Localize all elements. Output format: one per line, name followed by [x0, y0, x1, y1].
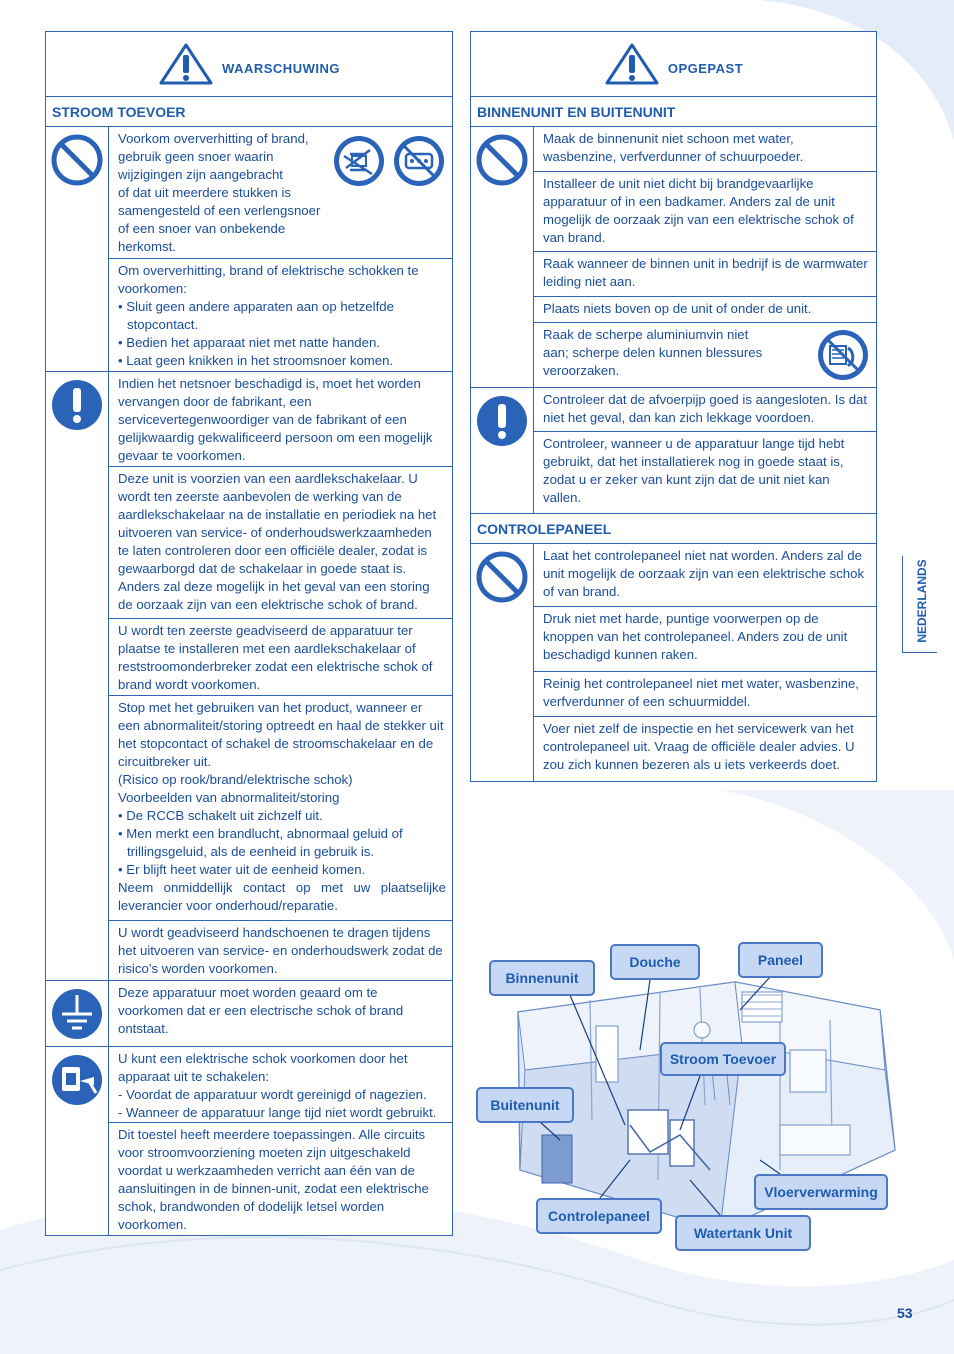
text-line: Neem onmiddellijk contact op met uw plaatselijke leverancier voor onderhoud/reparatie.	[118, 880, 446, 913]
bullet-item: • De RCCB schakelt uit zichzelf uit.	[118, 808, 323, 823]
caution-header	[471, 32, 876, 97]
caution-text-cell: Reinig het controlepaneel niet met water, wasbenzine, verfverdunner of een schuurmiddel.	[534, 672, 876, 717]
text-line: Voorkom oververhitting of brand,	[118, 131, 309, 146]
ground-icon	[50, 987, 104, 1041]
prohibition-icon	[475, 133, 529, 187]
language-tab-label: NEDERLANDS	[915, 559, 929, 643]
prohibition-icon	[50, 133, 104, 187]
label-binnenunit: Binnenunit	[489, 960, 595, 996]
warning-triangle-icon	[158, 42, 214, 86]
warning-group-unplug	[46, 1047, 452, 1235]
section-binnenunit-buitenunit: BINNENUNIT EN BUITENUNIT	[471, 97, 876, 127]
bullet-item: • Sluit geen andere apparaten aan op hetzelfde stopcontact.	[118, 299, 394, 332]
unplug-icon	[50, 1053, 104, 1107]
warning-text-cell	[109, 259, 452, 371]
warning-text-cell: Deze apparatuur moet worden geaard om te voorkomen dat er een electrische schok of brand ontstaat.	[118, 985, 404, 1036]
text-line: of een snoer van onbekende	[118, 221, 286, 236]
warning-text-cell	[109, 1047, 452, 1123]
caution-text-cell	[534, 323, 876, 387]
page-number: 53	[897, 1305, 913, 1321]
caution-text-cell: Voer niet zelf de inspectie en het servicewerk van het controlepaneel uit. Vraag de officiële dealer advies. U zou zich kunnen bezeren als u iets verkeerds doet.	[543, 721, 855, 772]
caution-text-cell: Druk niet met harde, puntige voorwerpen op de knoppen van het controlepaneel. Anders zou de unit beschadigd kunnen raken.	[534, 607, 876, 672]
warning-group-ground	[46, 981, 452, 1047]
text-line: (Risico op rook/brand/elektrische schok)	[118, 772, 353, 787]
text-line: veroorzaken.	[543, 363, 620, 378]
label-buitenunit: Buitenunit	[476, 1087, 574, 1123]
caution-text-cell: Plaats niets boven op de unit of onder de unit.	[534, 297, 876, 323]
prohibition-icon	[475, 550, 529, 604]
caution-text-cell: Controleer dat de afvoerpijp goed is aangesloten. Is dat niet het geval, dan kan zich lekkage voordoen.	[534, 388, 876, 432]
warning-text-cell: U wordt ten zeerste geadviseerd de apparatuur ter plaatse te installeren met een aardlekschakelaar of reststroomonderbreker zodat een elektrische schok of brand wordt voorkomen.	[109, 619, 452, 696]
label-douche: Douche	[610, 944, 700, 980]
text-line: wijzigingen zijn aangebracht	[118, 167, 283, 182]
warning-header	[46, 32, 452, 97]
exclamation-icon	[50, 378, 104, 432]
caution-group-panel	[471, 544, 876, 781]
caution-title: OPGEPAST	[667, 60, 744, 76]
warning-text-cell	[109, 696, 452, 921]
section-stroom-toevoer: STROOM TOEVOER	[46, 97, 452, 127]
label-watertank-unit: Watertank Unit	[675, 1215, 811, 1251]
text-line: herkomst.	[118, 239, 176, 254]
warning-title: WAARSCHUWING	[222, 60, 340, 76]
no-extension-cord-icon	[332, 134, 386, 188]
no-multi-plug-icon	[392, 134, 446, 188]
text-line: Om oververhitting, brand of elektrische schokken te voorkomen:	[118, 263, 419, 296]
caution-group-mandatory	[471, 388, 876, 514]
text-line: of dat uit meerdere stukken is	[118, 185, 291, 200]
text-line: aan; scherpe delen kunnen blessures	[543, 345, 763, 360]
warning-group-prohibition	[46, 127, 452, 372]
caution-text-cell: Controleer, wanneer u de apparatuur lange tijd hebt gebruikt, dat het installatierek nog in goede staat is, zodat u er zeker van kunt zijn dat de unit niet kan vallen.	[543, 436, 845, 505]
label-controlepaneel: Controlepaneel	[536, 1198, 662, 1234]
bullet-item: • Bedien het apparaat niet met natte handen.	[118, 335, 380, 350]
warning-text-cell: U wordt geadviseerd handschoenen te dragen tijdens het uitvoeren van service- en onderhoudswerk zodat de risico’s worden voorkomen.	[118, 925, 443, 976]
text-line: gebruik geen snoer waarin	[118, 149, 274, 164]
label-vloerverwarming: Vloerverwarming	[754, 1174, 888, 1210]
text-line: Voorbeelden van abnormaliteit/storing	[118, 790, 340, 805]
caution-text-cell: Maak de binnenunit niet schoon met water, wasbenzine, verfverdunner of schuurpoeder.	[534, 127, 876, 172]
caution-triangle-icon	[604, 42, 660, 86]
bullet-item: • Laat geen knikken in het stroomsnoer komen.	[118, 353, 394, 368]
caution-panel	[470, 31, 877, 782]
warning-text-cell: Dit toestel heeft meerdere toepassingen. Alle circuits voor stroomvoorziening moeten zijn uitgeschakeld voordat u werkzaamheden verricht aan één van de aansluitingen in de binnen-unit, zodat een elektrische schok, brandwonden of dodelijk letsel worden voorkomen.	[118, 1127, 429, 1232]
label-stroom-toevoer: Stroom Toevoer	[660, 1042, 786, 1076]
text-line: Raak de scherpe aluminiumvin niet	[543, 327, 749, 342]
caution-text-cell: Raak wanneer de binnen unit in bedrijf is de warmwater leiding niet aan.	[534, 252, 876, 297]
text-line: samengesteld of een verlengsnoer	[118, 203, 321, 218]
text-line: - Wanneer de apparatuur lange tijd niet wordt gebruikt.	[118, 1105, 437, 1120]
text-line: - Voordat de apparatuur wordt gereinigd of nagezien.	[118, 1087, 427, 1102]
warning-text-cell	[109, 127, 452, 259]
warning-text-cell: Deze unit is voorzien van een aardlekschakelaar. U wordt ten zeerste aanbevolen de werking van de aardlekschakelaar na de installatie en periodiek na het uitvoeren van service- of onderhoudswerkzaamheden te laten controleren door een officiële dealer, zodat is gewaarborgd dat de schakelaar in goede staat is. Anders zal deze mogelijk in het geval van een storing de oorzaak zijn van een elektrische schok of brand.	[109, 467, 452, 619]
label-paneel: Paneel	[738, 942, 823, 978]
no-touch-fin-icon	[816, 328, 870, 382]
warning-panel	[45, 31, 453, 1236]
section-controlepaneel: CONTROLEPANEEL	[471, 513, 876, 544]
bullet-item: • Men merkt een brandlucht, abnormaal geluid of trillingsgeluid, als de eenheid in gebruik is.	[118, 826, 403, 859]
bullet-item: • Er blijft heet water uit de eenheid komen.	[118, 862, 366, 877]
text-line: U kunt een elektrische schok voorkomen door het apparaat uit te schakelen:	[118, 1051, 408, 1084]
text-line: Stop met het gebruiken van het product, wanneer er een abnormaliteit/storing optreedt en haal de stekker uit het stopcontact of schakel de stroomschakelaar en de circuitbreker uit.	[118, 700, 444, 769]
language-tab	[905, 556, 935, 652]
exclamation-icon	[475, 394, 529, 448]
caution-group-prohibition	[471, 127, 876, 388]
warning-group-mandatory	[46, 372, 452, 981]
caution-text-cell: Laat het controlepaneel niet nat worden. Anders zal de unit mogelijk de oorzaak zijn van een elektrische schok of van brand.	[534, 544, 876, 607]
caution-text-cell: Installeer de unit niet dicht bij brandgevaarlijke apparatuur of in een badkamer. Anders zal de unit mogelijk de oorzaak zijn van een elektrische schok of van brand.	[534, 172, 876, 252]
warning-text-cell: Indien het netsnoer beschadigd is, moet het worden vervangen door de fabrikant, een servicevertegenwoordiger van de fabrikant of een gelijkwaardig gekwalificeerd persoon om een mogelijk gevaar te voorkomen.	[109, 372, 452, 467]
